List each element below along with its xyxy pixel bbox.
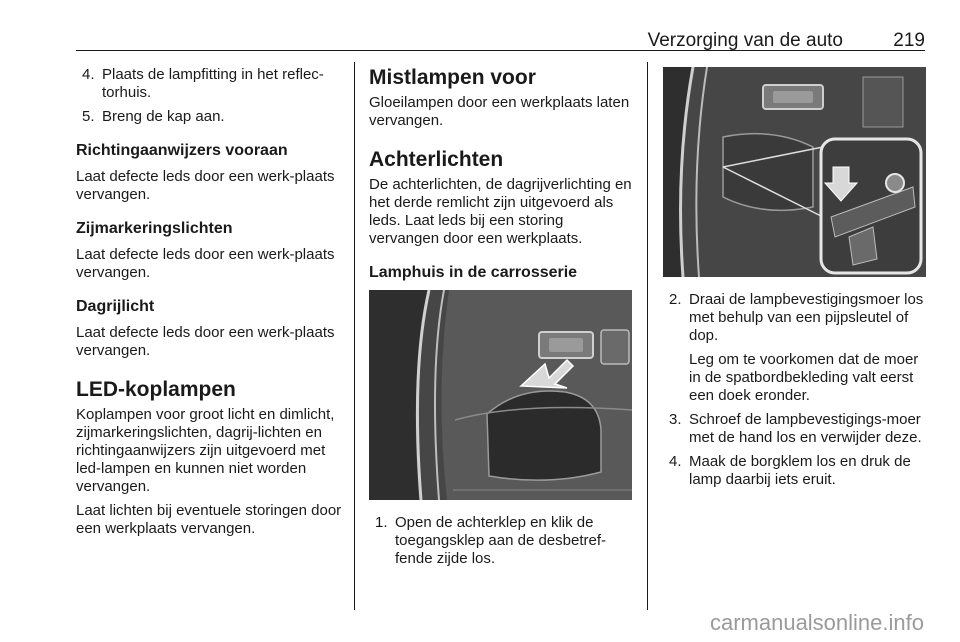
list-item-step-3: 3. Schroef de lampbevestigings-moer met de hand los en verwijder deze. <box>669 411 922 446</box>
list-item-step-4-right: 4. Maak de borgklem los en druk de lamp daarbij iets eruit. <box>669 453 911 488</box>
heading-dagrijlicht: Dagrijlicht <box>76 298 155 315</box>
heading-lamphuis: Lamphuis in de carrosserie <box>369 264 578 281</box>
text-achterlichten: De achterlichten, de dagrijverlichting en het derde remlicht zijn uitgevoerd als leds. Laat leds bij een storing vervangen door een werkplaats. <box>369 176 632 247</box>
text-led-storingen: Laat lichten bij eventuele storingen door een werkplaats vervangen. <box>76 502 342 537</box>
column-right <box>663 67 926 489</box>
watermark: carmanualsonline.info <box>709 610 924 635</box>
heading-mistlampen: Mistlampen voor <box>369 66 536 89</box>
list-item-step-2: 2. Draai de lampbevestigingsmoer los met behulp van een pijpsleutel of dop. <box>669 291 924 344</box>
text-zijmarkeringslichten: Laat defecte leds door een werk-plaats vervangen. <box>76 246 335 281</box>
text-dagrijlicht: Laat defecte leds door een werk-plaats vervangen. <box>76 324 335 359</box>
page-header <box>76 26 925 51</box>
illustration-lamp-nut-detail <box>663 67 926 277</box>
text-mistlampen: Gloeilampen door een werkplaats laten vervangen. <box>369 94 630 129</box>
text-led-koplampen: Koplampen voor groot licht en dimlicht, zijmarkeringslichten, dagrij-lichten en richtingaanwijzers zijn uitgevoerd met led-lampen en kunnen niet worden vervangen. <box>76 406 335 495</box>
column-middle <box>369 66 633 568</box>
column-left <box>76 66 344 538</box>
list-item-step-1: 1. Open de achterklep en klik de toegangsklep aan de desbetref-fende zijde los. <box>375 514 606 567</box>
column-divider-1 <box>354 62 355 610</box>
illustration-trunk-access-flap <box>369 290 632 500</box>
heading-achterlichten: Achterlichten <box>369 148 504 171</box>
list-item-step-4: 4. Plaats de lampfitting in het reflec-torhuis. <box>82 66 324 101</box>
heading-richtingaanwijzers: Richtingaanwijzers vooraan <box>76 142 288 159</box>
note-step-2: Leg om te voorkomen dat de moer in de spatbordbekleding valt eerst een doek eronder. <box>689 351 919 404</box>
page-number: 219 <box>893 30 925 51</box>
text-richtingaanwijzers: Laat defecte leds door een werk-plaats vervangen. <box>76 168 335 203</box>
heading-led-koplampen: LED-koplampen <box>76 378 236 401</box>
page-title: Verzorging van de auto <box>647 30 843 51</box>
column-divider-2 <box>647 62 648 610</box>
list-item-step-5: 5. Breng de kap aan. <box>82 108 225 125</box>
heading-zijmarkeringslichten: Zijmarkeringslichten <box>76 220 233 237</box>
